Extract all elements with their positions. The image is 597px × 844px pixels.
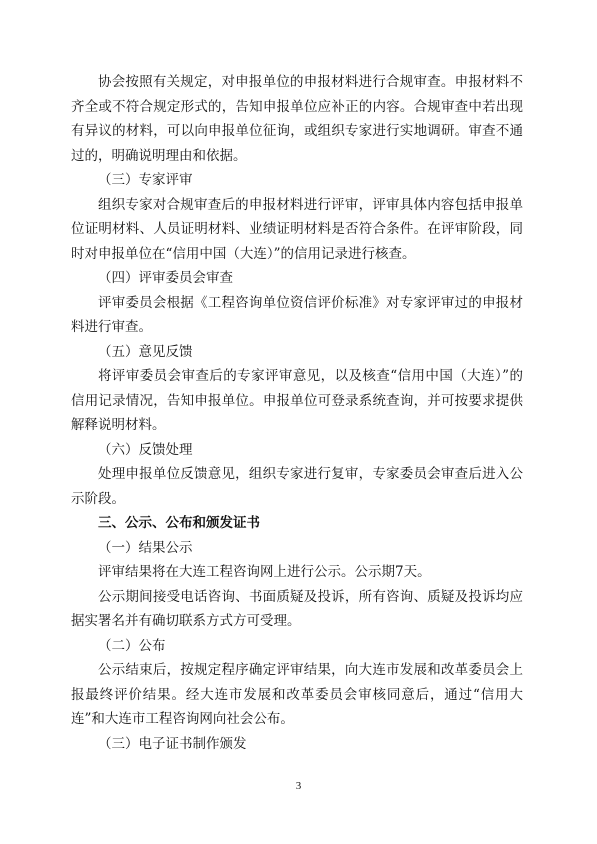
subheading-announcement: （二）公布 bbox=[98, 637, 166, 654]
subheading-feedback: （五）意见反馈 bbox=[98, 343, 193, 360]
paragraph-expert-review: 组织专家对合规审查后的申报材料进行评审，评审具体内容包括申报单位证明材料、人员证明材料、业绩证明材料是否符合条件。在评审阶段，同时对申报单位在“信用中国（大连）”的信用记录进行核查。 bbox=[71, 196, 523, 262]
subheading-feedback-handling: （六）反馈处理 bbox=[98, 441, 193, 458]
paragraph-feedback: 将评审委员会审查后的专家评审意见，以及核查“信用中国（大连）”的信用记录情况，告知申报单位。申报单位可登录系统查询，并可按要求提供解释说明材料。 bbox=[71, 368, 523, 433]
paragraph-complaints: 公示期间接受电话咨询、书面质疑及投诉，所有咨询、质疑及投诉均应据实署名并有确切联系方式方可受理。 bbox=[71, 588, 523, 629]
subheading-expert-review: （三）专家评审 bbox=[98, 172, 193, 188]
paragraph-announcement: 公示结束后，按规定程序确定评审结果，向大连市发展和改革委员会上报最终评价结果。经大连市发展和改革委员会审核同意后，通过“信用大连”和大连市工程咨询网向社会公布。 bbox=[71, 662, 523, 727]
paragraph-publicity-period: 评审结果将在大连工程咨询网上进行公示。公示期7天。 bbox=[98, 564, 431, 580]
paragraph-committee-review: 评审委员会根据《工程咨询单位资信评价标准》对专家评审过的申报材料进行审查。 bbox=[71, 294, 523, 335]
document-body bbox=[71, 70, 523, 756]
section-heading-publication: 三、公示、公布和颁发证书 bbox=[98, 515, 260, 531]
paragraph-feedback-handling: 处理申报单位反馈意见，组织专家进行复审，专家委员会审查后进入公示阶段。 bbox=[71, 466, 523, 507]
subheading-committee-review: （四）评审委员会审查 bbox=[98, 270, 233, 286]
page-number: 3 bbox=[295, 780, 302, 792]
subheading-electronic-certificate: （三）电子证书制作颁发 bbox=[98, 735, 247, 752]
paragraph-compliance-review: 协会按照有关规定，对申报单位的申报材料进行合规审查。申报材料不齐全或不符合规定形式的，告知申报单位应补正的内容。合规审查中若出现有异议的材料，可以向申报单位征询，或组织专家进行实地调研。审查不通过的，明确说明理由和依据。 bbox=[71, 74, 523, 164]
subheading-result-publicity: （一）结果公示 bbox=[98, 539, 193, 556]
